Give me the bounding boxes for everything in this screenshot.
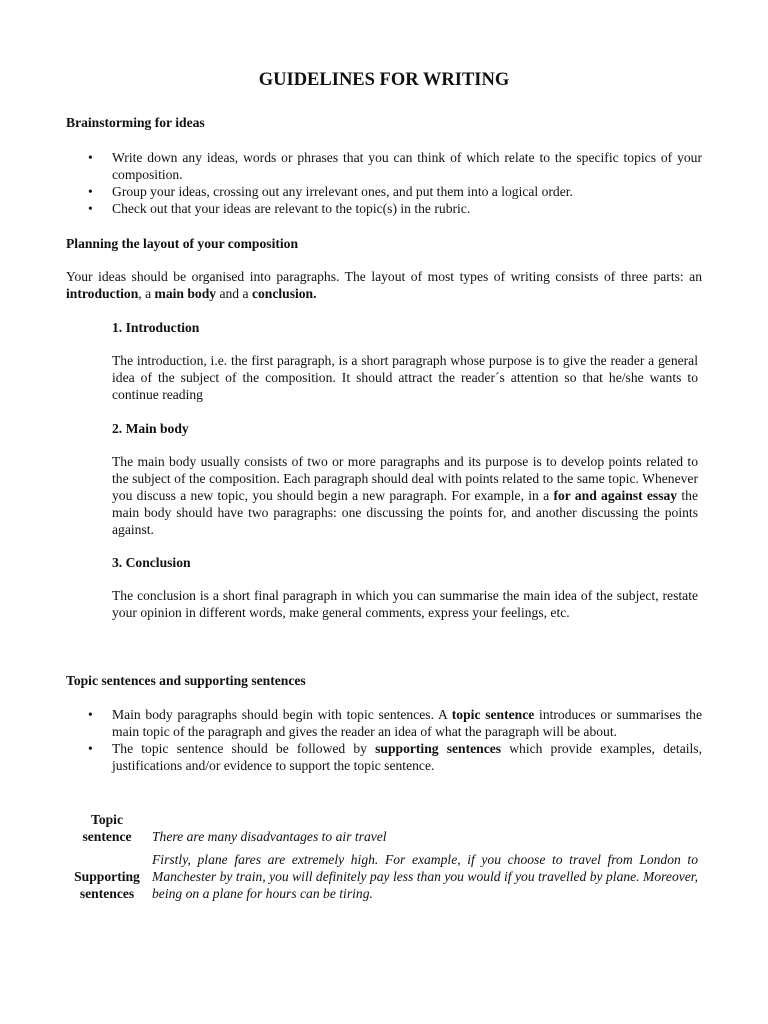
- supporting-sentences-example: Firstly, plane fares are extremely high. For example, if you choose to travel from London to Manchester by train, you will definitely pay less than you would if you travelled by plane. Moreover, being on a plane for hours can be tiring.: [152, 852, 698, 901]
- brainstorm-heading: Brainstorming for ideas: [66, 115, 205, 130]
- main-body-paragraph: The main body usually consists of two or more paragraphs and its purpose is to develop points related to the subject of the composition. Each paragraph should deal with points related to the same topic. Whenever you discuss a new topic, you should begin a new paragraph. For example, in a for and against essay the main body should have two paragraphs: one discussing the points for, and another discussing the points against.: [112, 454, 699, 537]
- planning-heading: Planning the layout of your composition: [66, 236, 299, 251]
- topic-list: [66, 706, 702, 774]
- supporting-sentences-label: Supporting sentences: [74, 869, 140, 901]
- list-item: • The topic sentence should be followed by supporting sentences which provide examples, details, justifications and/or evidence to support the topic sentence.: [66, 740, 702, 774]
- list-item: • Check out that your ideas are relevant to the topic(s) in the rubric.: [66, 200, 702, 217]
- introduction-paragraph: The introduction, i.e. the first paragraph, is a short paragraph whose purpose is to give the reader a general idea of the subject of the composition. It should attract the reader´s attention so that he/she wants to continue reading: [112, 353, 698, 402]
- planning-paragraph: Your ideas should be organised into paragraphs. The layout of most types of writing consists of three parts: an introduction, a main body and a conclusion.: [66, 269, 702, 301]
- topic-sentence-label: Topic sentence: [82, 812, 132, 844]
- list-item: • Group your ideas, crossing out any irrelevant ones, and put them into a logical order.: [66, 183, 702, 200]
- conclusion-heading: 3. Conclusion: [112, 555, 191, 570]
- introduction-heading: 1. Introduction: [112, 320, 200, 335]
- list-item: • Write down any ideas, words or phrases that you can think of which relate to the specific topics of your composition.: [66, 149, 702, 183]
- topic-sentence-example: There are many disadvantages to air travel: [152, 829, 387, 844]
- main-body-heading: 2. Main body: [112, 421, 189, 436]
- list-item: • Main body paragraphs should begin with topic sentences. A topic sentence introduces or summarises the main topic of the paragraph and gives the reader an idea of what the paragraph will be about.: [66, 706, 702, 740]
- conclusion-paragraph: The conclusion is a short final paragraph in which you can summarise the main idea of the subject, restate your opinion in different words, make general comments, express your feelings, etc.: [112, 588, 698, 620]
- page-title: GUIDELINES FOR WRITING: [258, 70, 510, 90]
- brainstorm-list: [66, 149, 702, 217]
- topic-heading: Topic sentences and supporting sentences: [66, 673, 306, 688]
